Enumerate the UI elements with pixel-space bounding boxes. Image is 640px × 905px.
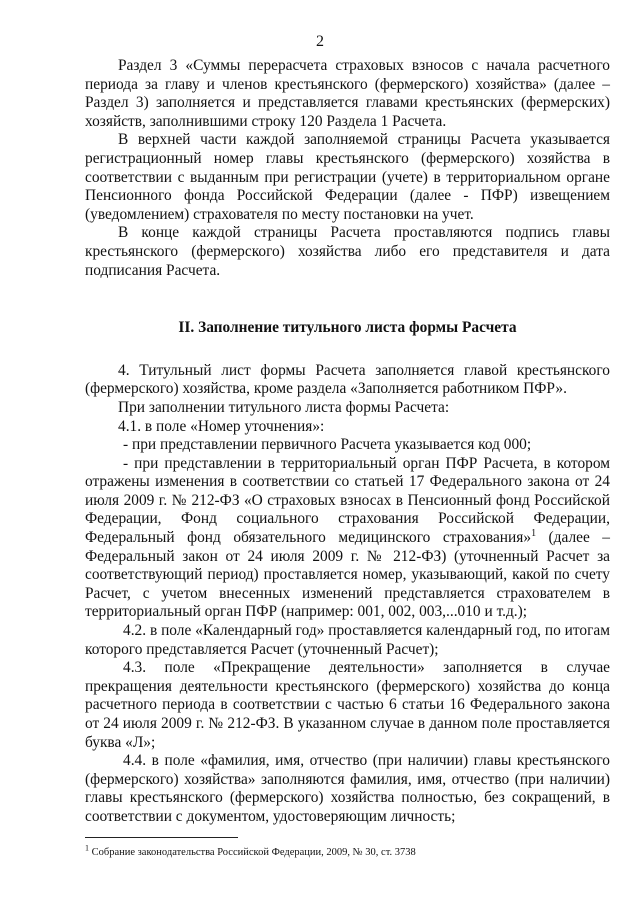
- paragraph-item-4: 4. Титульный лист формы Расчета заполняется главой крестьянского (фермерского) хозяйства, кроме раздела «Заполняется работником ПФР».: [85, 361, 610, 398]
- footnote-text: Собрание законодательства Российской Федерации, 2009, № 30, ст. 3738: [89, 847, 416, 858]
- paragraph-signature: В конце каждой страницы Расчета проставляются подпись главы крестьянского (фермерского) хозяйства либо его представителя и дата подписания Расчета.: [85, 224, 610, 279]
- paragraph-item-4-2: 4.2. в поле «Календарный год» проставляется календарный год, по итогам которого представляется Расчет (уточненный Расчет);: [85, 622, 610, 658]
- footnote-reference: 1: [531, 527, 537, 539]
- paragraph-item-4-1: 4.1. в поле «Номер уточнения»:: [118, 417, 325, 435]
- item-4-1-b-text-end: (далее – Федеральный закон от 24 июля 2009 г. № 212-ФЗ) (уточненный Расчет за соответствующий период) проставляется номер, указывающий, какой по счету Расчет, с учетом внесенных изменений представляется страхователем в территориальный орган ПФР (например: 001, 002, 003,...010 и т.д.);: [85, 529, 610, 621]
- paragraph-registration-number: В верхней части каждой заполняемой страницы Расчета указывается регистрационный номер главы крестьянского (фермерского) хозяйства в соответствии с выданным при регистрации (учете) в территориальном органе Пенсионного фонда Российской Федерации (далее - ПФР) извещением (уведомлением) страхователя по месту постановки на учет.: [85, 131, 610, 223]
- section-heading: II. Заполнение титульного листа формы Расчета: [178, 319, 517, 337]
- body-text: [85, 57, 610, 827]
- footnote: [85, 843, 610, 859]
- paragraph-section3: Раздел 3 «Суммы перерасчета страховых взносов с начала расчетного периода за главу и членов крестьянского (фермерского) хозяйства» (далее – Раздел 3) заполняется и представляется главами крестьянских (фермерских) хозяйств, заполнившими строку 120 Раздела 1 Расчета.: [85, 57, 610, 130]
- paragraph-item-4-3: 4.3. поле «Прекращение деятельности» заполняется в случае прекращения деятельности крестьянского (фермерского) хозяйства до конца расчетного периода в соответствии с частью 6 статьи 16 Федерального закона от 24 июля 2009 г. № 212-ФЗ. В указанном случае в данном поле проставляется буква «Л»;: [85, 659, 610, 751]
- page-number: 2: [316, 33, 324, 50]
- paragraph-item-4-4: 4.4. в поле «фамилия, имя, отчество (при наличии) главы крестьянского (фермерского) хозяйства» заполняются фамилия, имя, отчество (при наличии) главы крестьянского (фермерского) хозяйства полностью, без сокращений, в соответствии с документом, удостоверяющим личность;: [85, 752, 610, 825]
- footnote-mark: 1: [85, 843, 89, 853]
- footnote-divider: [85, 837, 238, 838]
- paragraph-item-4-1-a: - при представлении первичного Расчета указывается код 000;: [123, 436, 532, 454]
- paragraph-item-4-1-b: [85, 455, 610, 622]
- paragraph-item-4-intro: При заполнении титульного листа формы Расчета:: [118, 398, 450, 416]
- item-4-1-b-text-start: - при представлении в территориальный орган ПФР Расчета, в котором отражены изменения в соответствии со статьей 17 Федерального закона от 24 июля 2009 г. № 212-ФЗ «О страховых взносах в Пенсионный фонд Российской Федерации, Фонд социального страхования Российской Федерации, Федеральный фонд обязательного медицинского страхования»: [85, 454, 610, 547]
